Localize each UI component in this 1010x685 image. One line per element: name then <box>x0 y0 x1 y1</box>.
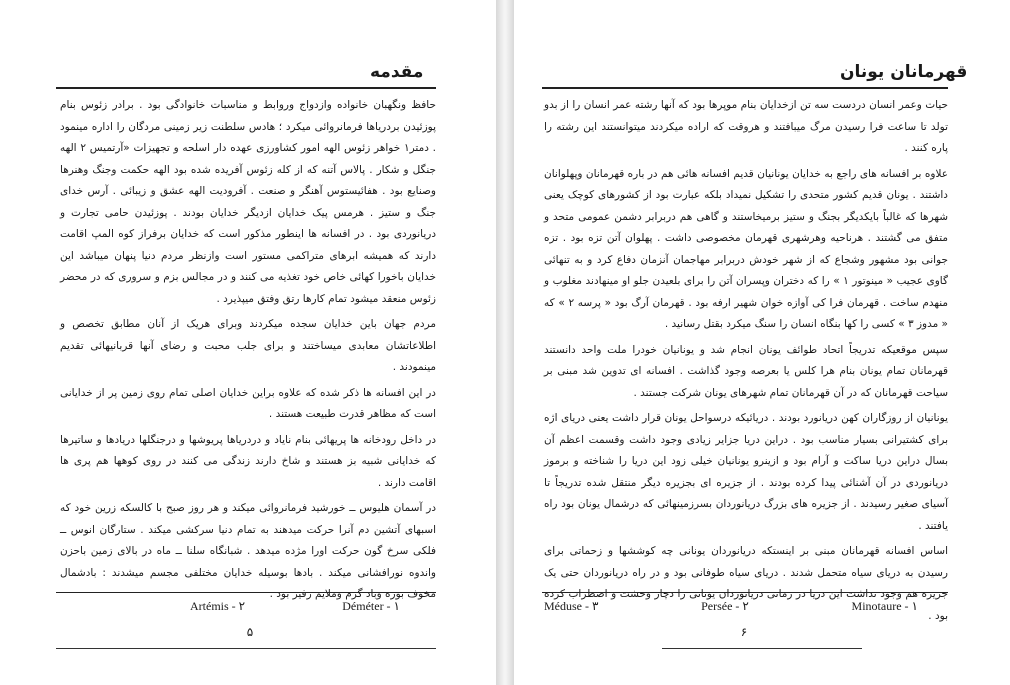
paragraph: حیات وعمر انسان دردست سه تن ازخدایان بنام موپرها بود که آنها رشته عمر انسان را از بدو تولد تا ساعت فرا رسیدن مرگ میبافتند و هروقت که اراده میکردند میتوانستند این رشته را پاره کنند . <box>544 99 948 154</box>
page-title: مقدمه <box>370 62 424 82</box>
bottom-rule <box>56 648 436 649</box>
page-number: ۶ <box>740 625 748 639</box>
footnotes <box>190 597 400 615</box>
header-rule <box>56 87 436 89</box>
paragraph: علاوه بر افسانه های راجع به خدایان یونانیان قدیم افسانه هائی هم در باره قهرمانان وپهلوانان داشتند . یونان قدیم کشور متحدی را تشکیل نمیداد بلکه عبارت بود از کشورهای کوچک یعنی شهرها که غالباً بایکدیگر بجنگ و ستیز برمیخاستند و گاهی هم دربرابر دشمن عمومی متحد و متفق می گشتند . هرناحیه وهرشهری قهرمان مخصوصی داشت . پهلوان آتن تزه بود . تزه جوانی بود مشهور وشجاع که از شهر خودش دربرابر مهاجمان آنزمان دفاع کرد و به تنهائی گاوی عجیب « مینوتور ۱ » را که دختران وپسران آتن را برای بلعیدن جلو او مینهادند مغلوب و منهدم ساخت . قهرمان فرا کی آوازه خوان شهیر ارفه بود . قهرمان آرگ بود « پرسه ۲ » که « مدوز ۳ » کسی را کها بنگاه انسان را سنگ میکرد بقتل رسانید . <box>544 167 949 330</box>
book-gutter <box>496 0 514 685</box>
footnote-rule <box>542 592 948 593</box>
right-page <box>514 0 1010 685</box>
bottom-rule <box>662 648 862 649</box>
left-page <box>0 0 496 685</box>
paragraph: در داخل رودخانه ها پریهائی بنام نایاد و دردریاها پریوشها و درجنگلها دریادها و ساتیرها که خدایانی شبیه بز هستند و شاخ دارند زندگی می کنند در روی کوهها هم پری ها اقامت دارند . <box>60 433 436 489</box>
footnote-rule <box>56 592 436 593</box>
page-title: قهرمانان یونان <box>840 62 968 82</box>
footnote: Persée - ۲ <box>701 598 749 613</box>
footnote: Méduse - ۳ <box>544 598 599 613</box>
header-rule <box>542 87 948 89</box>
paragraph: حافظ ونگهبان خانواده وازدواج وروابط و مناسبات خانوادگی بود . برادر زئوس بنام پوزئیدن بردریاها فرمانروائی میکرد ؛ هادس سلطنت زیر زمینی مردگان را اداره مینمود . دمتر۱ خواهر زئوس الهه امور کشاورزی عهده دار اسلحه و تجهیزات «آرتمیس ۲ الهه جنگل و شکار . پالاس آتنه که از کله زئوس آفریده شده بود الهه حکمت وجنگ وهنرها وصنایع بود . هفائیستوس آهنگر و صنعت . آفرودیت الهه عشق و زیبائی . آرس خدای جنگ و ستیز . هرمس پیک خدایان ازدیگر خدایان بودند . پوزئیدن حامی تجارت و دریانوردی بود . در افسانه ها اینطور مذکور است که خدایان برفراز کوه المپ اقامت دارند که همیشه ابرهای متراکمی مستور است وازنظر مردم دنیا پنهان میباشد این خدایان باخورا کهائی خاص خود تغذیه می کنند و در مجالس بزم و سروری که در محضر زئوس منعقد میشود تمام کارها رتق وفتق میپذیرد . <box>60 99 436 305</box>
footnotes <box>544 597 918 615</box>
paragraph: سپس موقعیکه تدریجاً اتحاد طوائف یونان انجام شد و یونانیان خودرا ملت واحد دانستند قهرمانان تمام یونان بنام هرا کلس یا بعرصه وجود گذاشت . افسانه ای تدوین شد مبنی بر سیاحت قهرمانان که در آن قهرمانان تمام شهرهای یونان شرکت جستند . <box>544 343 948 399</box>
paragraph: در آسمان هلیوس ــ خورشید فرمانروائی میکند و هر روز صبح با کالسکه زرین خود که اسبهای آتشین دم آنرا حرکت میدهند به تمام دنیا سرکشی میکند . ستارگان انوس ــ فلکی سرخ گون حرکت اورا مژده میدهد . شبانگاه سلنا ــ ماه در بالای زمین باحزن واندوه نورافشانی میکند . بادها بوسیله خدایان مختلفی مجسم میشدند : بادشمال مخوف بوره وباد گرم وملایم زفیر بود . <box>60 502 436 600</box>
paragraph: یونانیان از روزگاران کهن دریانورد بودند . دریائیکه درسواحل یونان قرار داشت یعنی دریای اژه برای کشتیرانی بسیار مناسب بود . دراین دریا جزایر زیادی وجود داشت وقسمت اعظم آن بسال دراین دریا ساکت و آرام بود و ازینرو یونانیان خیلی زود این دریا را شناخته و برموز دریانوردی در آن آشنائی پیدا کرده بودند . از جزیره ای بجزیره دیگر منتقل شده تدریجاً تا آسیای صغیر رسیدند . از جزیره های بزرگ دریانوردان بسرزمینهائی که درشمال یونان بود راه یافتند . <box>544 412 948 532</box>
footnote: Artémis - ۲ <box>190 598 246 613</box>
footnote: Déméter - ۱ <box>342 598 400 613</box>
paragraph: در این افسانه ها ذکر شده که علاوه براین خدایان اصلی تمام روی زمین پر از خدایانی است که مظاهر قدرت طبیعت هستند . <box>60 386 436 420</box>
page-body <box>60 95 436 600</box>
page-number: ۵ <box>246 625 254 639</box>
paragraph: اساس افسانه قهرمانان مبنی بر اینستکه دریانوردان یونانی چه کوششها و زحماتی برای رسیدن به دریای سیاه متحمل شدند . دریای سیاه طوفانی بود و در راه دریانوردان حتی یک جزیره هم وجود نداشت این دریا در زمانی دریانوردان یونانی را دچار وحشت و اضطراب کرده بود . <box>544 545 948 622</box>
footnote: Minotaure - ۱ <box>851 598 918 613</box>
paragraph: مردم جهان باین خدایان سجده میکردند وبرای هریک از آنان مطابق تخصص و اطلاعاتشان معابدی میساختند و برای جلب محبت و رضای آنها قربانیهائی تقدیم مینمودند . <box>60 318 436 373</box>
